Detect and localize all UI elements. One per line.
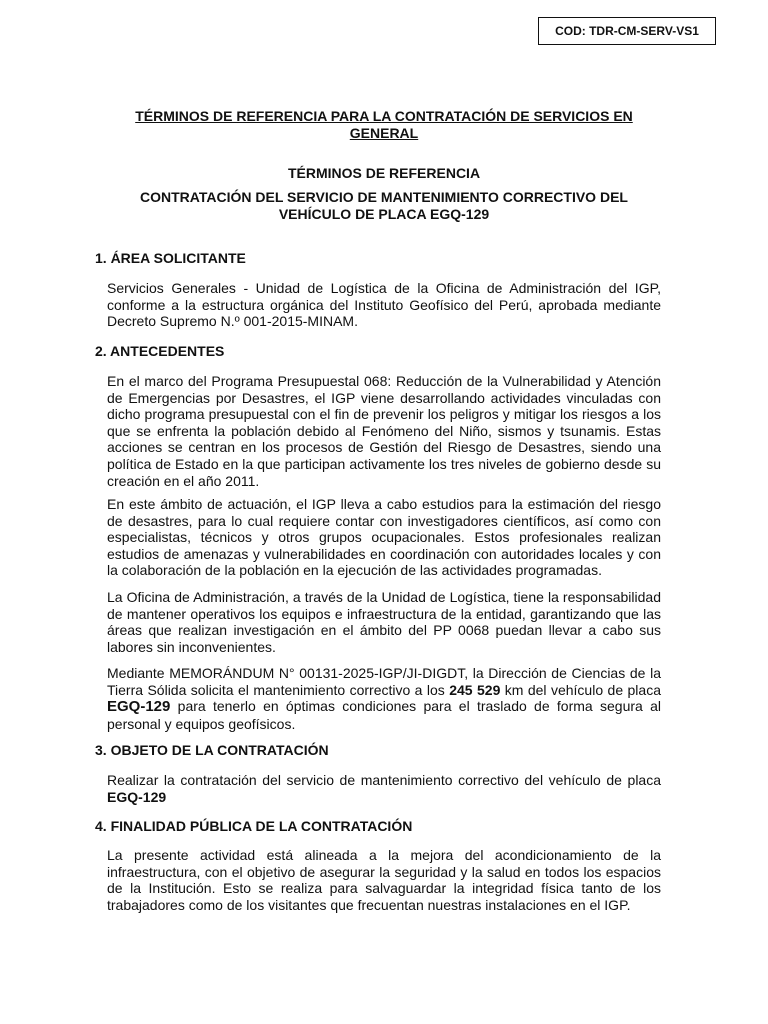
objeto-text: Realizar la contratación del servicio de mantenimiento correctivo del vehículo de placa — [107, 772, 661, 788]
contract-title: CONTRATACIÓN DEL SERVICIO DE MANTENIMIENTO CORRECTIVO DEL VEHÍCULO DE PLACA EGQ-129 — [140, 189, 628, 222]
document-code: COD: TDR-CM-SERV-VS1 — [538, 17, 716, 45]
objeto-paragraph — [107, 772, 661, 805]
heading-finalidad: 4. FINALIDAD PÚBLICA DE LA CONTRATACIÓN — [95, 818, 413, 834]
memo-text-c: para tenerlo en óptimas condiciones para el traslado de forma segura al personal y equipos geofísicos. — [107, 698, 661, 732]
antecedentes-paragraph-1: En el marco del Programa Presupuestal 068: Reducción de la Vulnerabilidad y Atención de Emergencias por Desastres, el IGP viene desarrollando actividades vinculadas con dicho programa presupuestal con el fin de prevenir los peligros y mitigar los riesgos a los que se enfrenta la población debido al Fenómeno del Niño, sismos y tsunamis. Estas acciones se centran en los procesos de Gestión del Riesgo de Desastres, siendo una política de Estado en la que participan activamente los tres niveles de gobierno desde su creación en el año 2011. — [107, 373, 661, 489]
antecedentes-paragraph-2: En este ámbito de actuación, el IGP lleva a cabo estudios para la estimación del riesgo de desastres, para lo cual requiere contar con investigadores científicos, así como con especialistas, técnicos y otros grupos ocupacionales. Estos profesionales realizan estudios de amenazas y vulnerabilidades en coordinación con autoridades locales y con la colaboración de la población en la ejecución de las actividades programadas. — [107, 496, 661, 579]
area-paragraph: Servicios Generales - Unidad de Logística de la Oficina de Administración del IGP, conforme a la estructura orgánica del Instituto Geofísico del Perú, aprobada mediante Decreto Supremo N.º 001-2015-MINAM. — [107, 280, 661, 330]
antecedentes-paragraph-3: La Oficina de Administración, a través de la Unidad de Logística, tiene la responsabilidad de mantener operativos los equipos e infraestructura de la entidad, garantizando que las áreas que realizan investigación en el ámbito del PP 0068 puedan llevar a cabo sus labores sin inconvenientes. — [107, 589, 661, 655]
sub-title: TÉRMINOS DE REFERENCIA — [287, 165, 481, 181]
memo-text-b: km del vehículo de placa — [500, 681, 661, 698]
objeto-plate: EGQ-129 — [107, 788, 167, 805]
heading-area-solicitante: 1. ÁREA SOLICITANTE — [95, 250, 246, 266]
memo-text-a: Mediante MEMORÁNDUM N° 00131-2025-IGP/JI-DIGDT, la Dirección de Ciencias de la Tierra Sólida solicita el mantenimiento correctivo a los — [107, 665, 661, 698]
main-title: TÉRMINOS DE REFERENCIA PARA LA CONTRATACIÓN DE SERVICIOS EN GENERAL — [135, 108, 633, 141]
heading-objeto: 3. OBJETO DE LA CONTRATACIÓN — [95, 742, 329, 758]
plate-number: EGQ-129 — [107, 698, 171, 716]
antecedentes-paragraph-4 — [107, 665, 661, 732]
finalidad-paragraph: La presente actividad está alineada a la mejora del acondicionamiento de la infraestructura, con el objetivo de asegurar la seguridad y la salud en todos los espacios de la Institución. Esto se realiza para salvaguardar la integridad física tanto de los trabajadores como de los visitantes que frecuentan nuestras instalaciones en el IGP. — [107, 847, 661, 913]
km-value: 245 529 — [449, 681, 501, 698]
heading-antecedentes: 2. ANTECEDENTES — [95, 343, 225, 359]
